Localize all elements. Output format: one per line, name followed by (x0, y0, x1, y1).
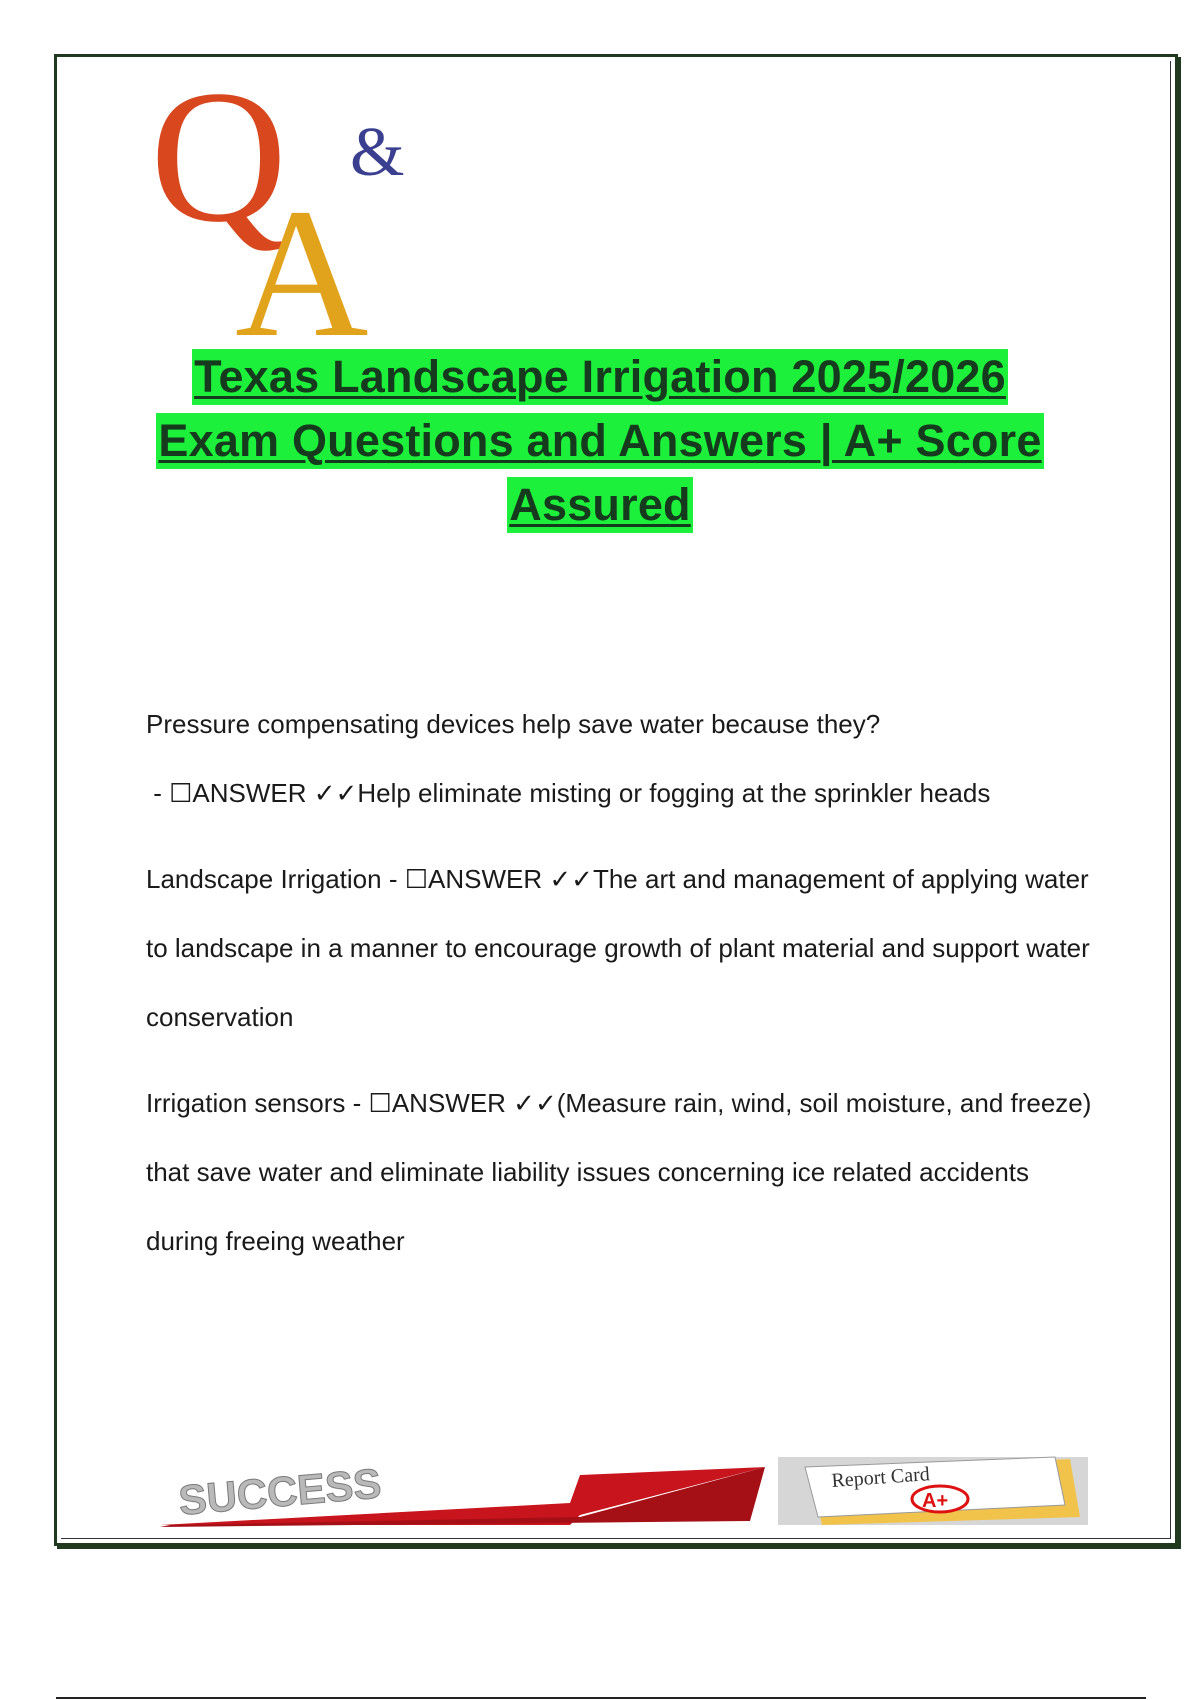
logo-letter-q: Q (150, 70, 288, 262)
qa-logo (150, 70, 480, 340)
success-word: SUCCESS (176, 1459, 384, 1524)
bottom-banner (150, 1455, 1090, 1530)
title-line-2: Exam Questions and Answers | A+ Score (156, 413, 1043, 469)
answer-text: (Measure rain, wind, soil moisture, and freeze) that save water and eliminate liability issues concerning ice related accidents during freeing weather (146, 1088, 1092, 1256)
qa-list (146, 690, 1106, 1293)
separator: - (345, 1088, 369, 1118)
report-card-image (778, 1457, 1088, 1525)
logo-ampersand: & (350, 114, 405, 191)
title-line-1: Texas Landscape Irrigation 2025/2026 (192, 349, 1008, 405)
logo-letter-a: A (235, 171, 369, 340)
answer-marker: ☐ANSWER ✓✓ (169, 778, 358, 808)
success-arrow-image (160, 1459, 765, 1527)
separator: - (381, 864, 405, 894)
question-text: Pressure compensating devices help save water because they? (146, 709, 881, 739)
answer-text: The art and management of applying water to landscape in a manner to encourage growth of plant material and support water conservation (146, 864, 1090, 1032)
answer-marker: ☐ANSWER ✓✓ (404, 864, 593, 894)
answer-marker: ☐ANSWER ✓✓ (368, 1088, 557, 1118)
separator: - (146, 778, 170, 808)
report-card-label: Report Card (830, 1463, 931, 1492)
answer-text: Help eliminate misting or fogging at the sprinkler heads (357, 778, 991, 808)
qa-item (146, 845, 1106, 1052)
question-text: Landscape Irrigation (146, 864, 382, 894)
question-text: Irrigation sensors (146, 1088, 346, 1118)
qa-item (146, 690, 1106, 828)
report-card-grade: A+ (922, 1490, 949, 1512)
document-title (100, 345, 1100, 537)
qa-item (146, 1069, 1106, 1276)
footer-rule (56, 1697, 1146, 1699)
title-line-3: Assured (507, 477, 692, 533)
